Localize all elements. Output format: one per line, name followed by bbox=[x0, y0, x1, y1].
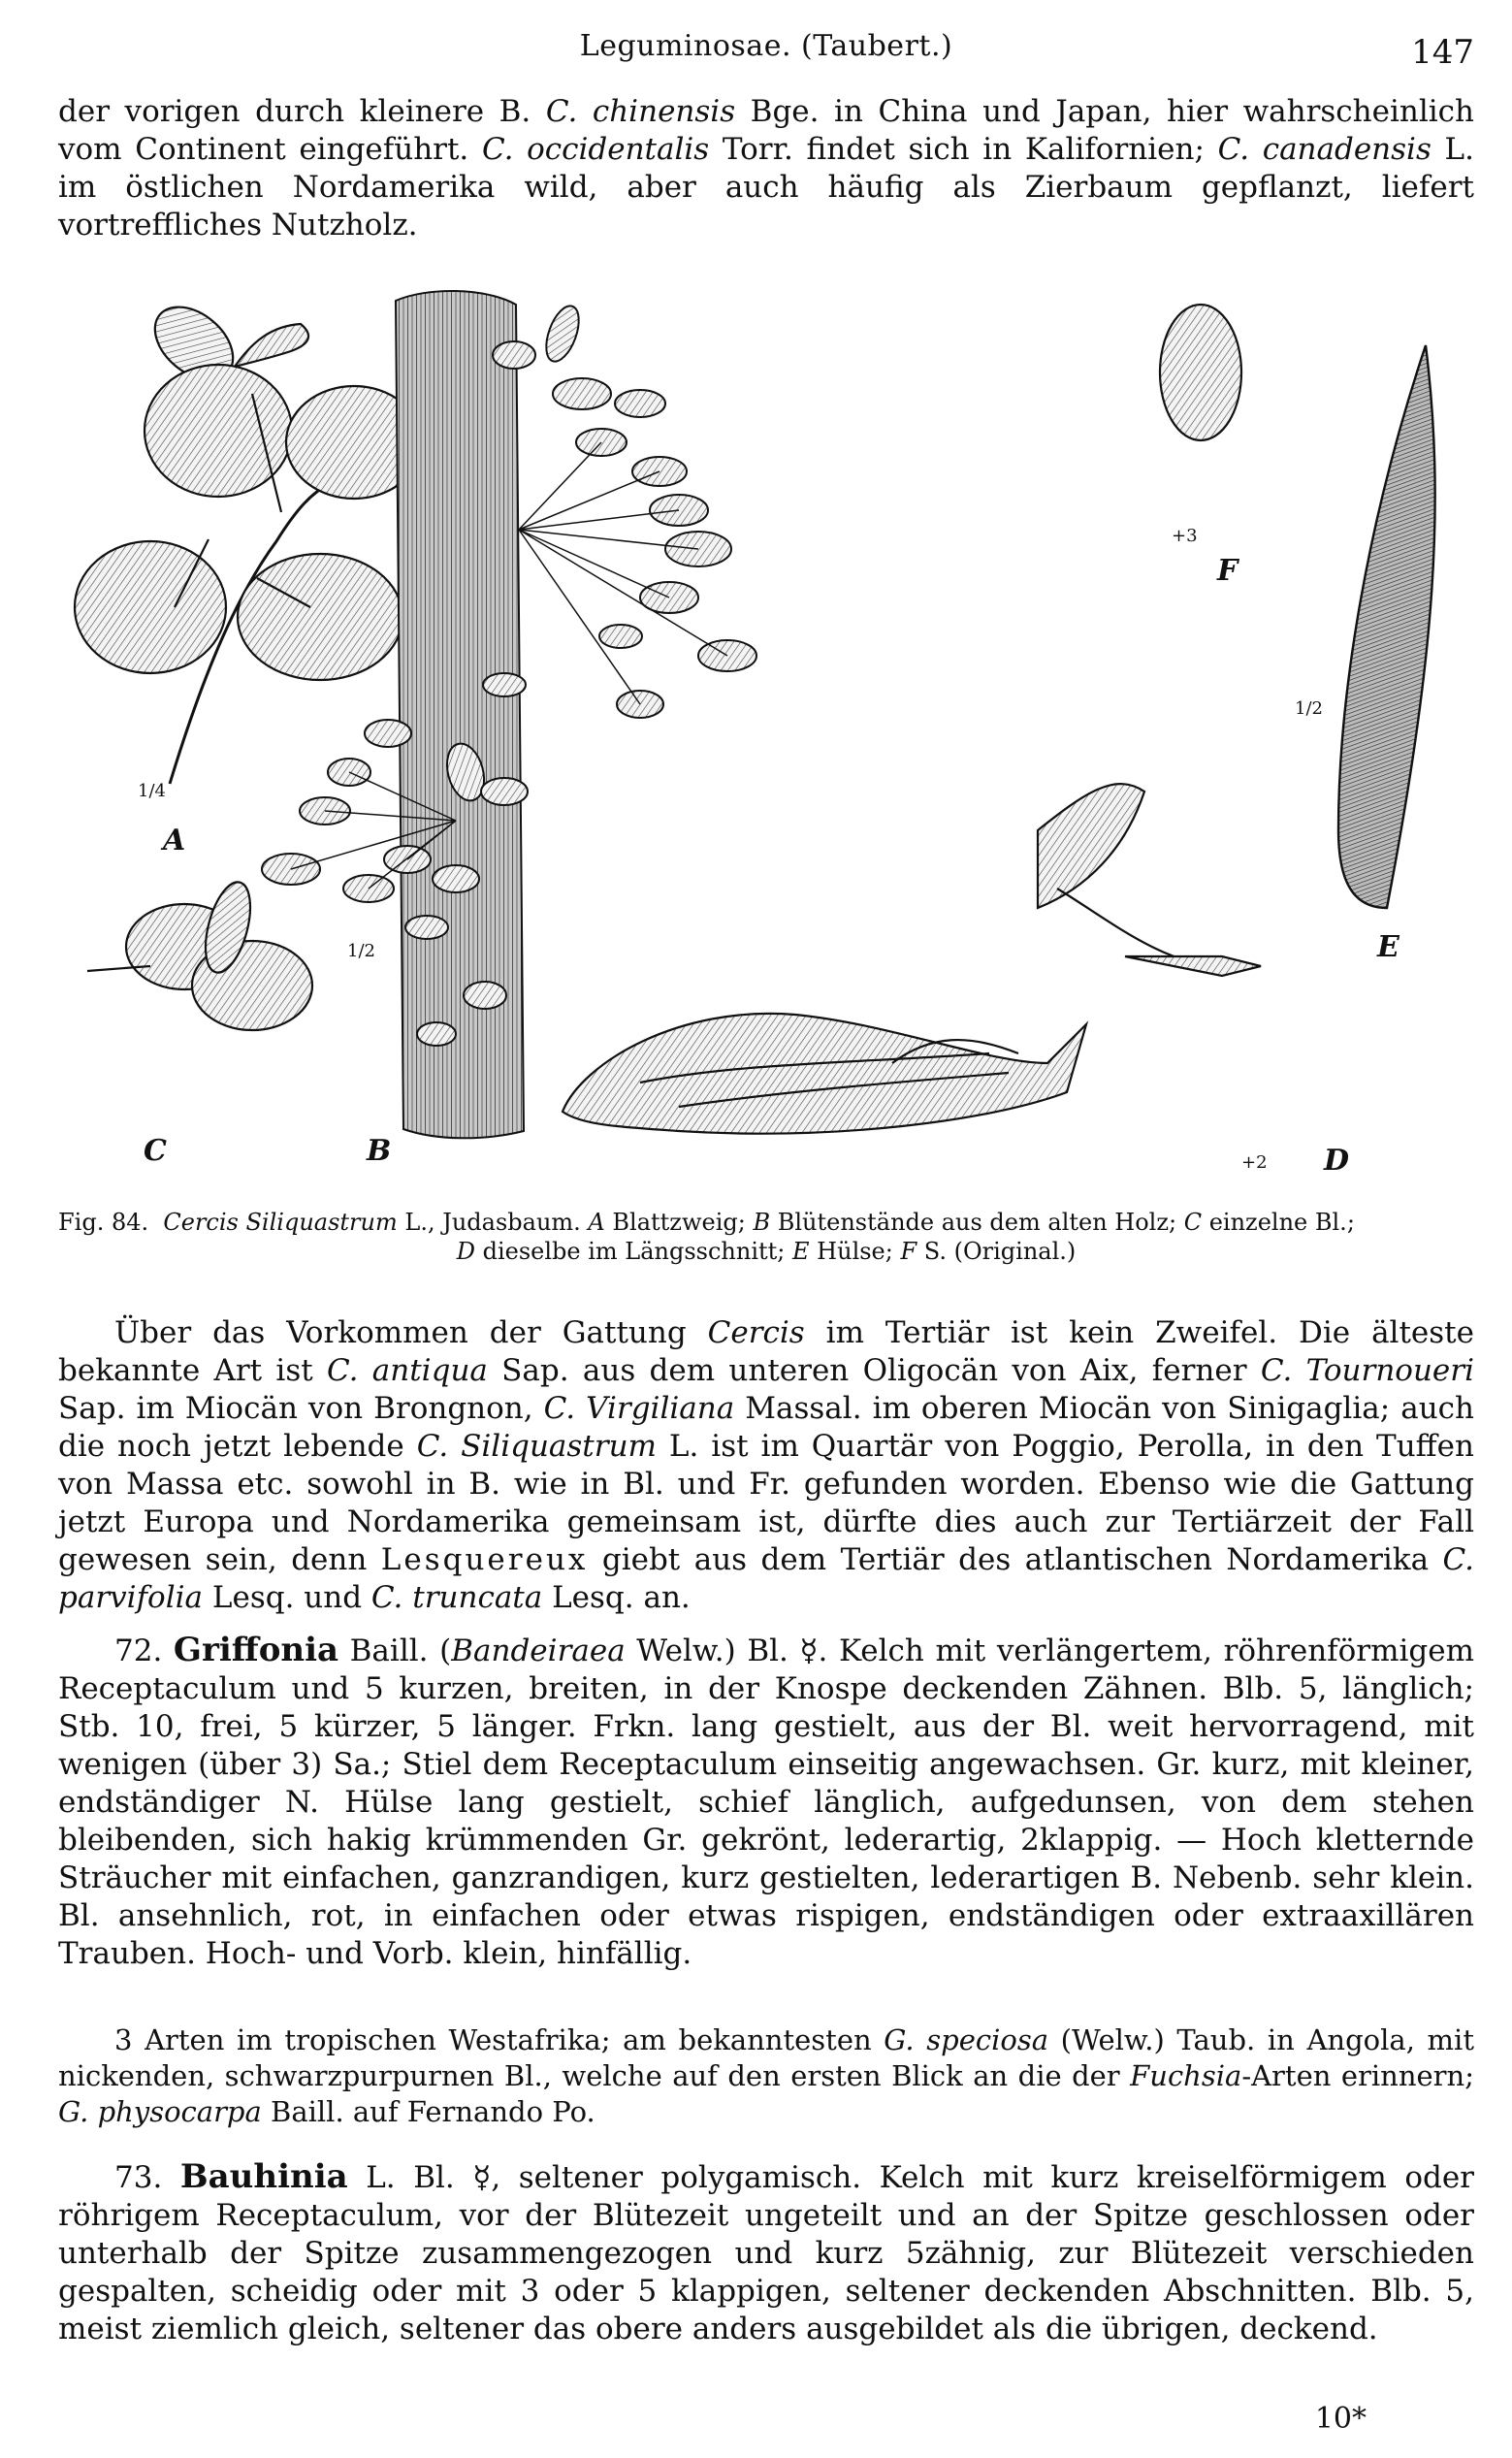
text-run: L. ist im Quartär von Poggio, Perolla, in den Tuffen von Massa etc. sowohl in B. wie in Bl. und Fr. gefunden worden. Ebenso wie die Gattung jetzt Europa und Nordamerika gemeinsam ist, dürfte dies auch zur Tertiärzeit der Fall gewesen sein, denn bbox=[58, 1429, 1474, 1577]
genus-heading: Griffonia bbox=[173, 1631, 339, 1669]
text-run: der vorigen durch kleinere B. bbox=[58, 94, 546, 129]
drawing-f-seed bbox=[1160, 305, 1241, 440]
text-run: Blütenstände aus dem alten Holz; bbox=[770, 1209, 1184, 1236]
tertiary-paragraph bbox=[58, 1314, 1474, 1617]
author-name: Lesquereux bbox=[380, 1542, 589, 1577]
species-name: C. parvifolia bbox=[58, 1542, 1474, 1615]
caption-letter: A bbox=[588, 1209, 605, 1236]
species-name: C. Siliquastrum bbox=[416, 1429, 657, 1464]
scale-d: +2 bbox=[1241, 1152, 1268, 1173]
text-run: -Arten erinnern; bbox=[1241, 2059, 1474, 2092]
label-e: E bbox=[1377, 930, 1399, 964]
label-b: B bbox=[367, 1134, 392, 1168]
text-run: Blattzweig; bbox=[604, 1209, 754, 1236]
text-run: (Welw.) Taub. in Angola, mit nickenden, schwarzpurpurnen Bl., welche auf den ersten Blick an die der bbox=[58, 2023, 1474, 2092]
species-name: C. antiqua bbox=[327, 1353, 488, 1388]
griffonia-species-paragraph bbox=[58, 2022, 1474, 2130]
text-run: Über das Vorkommen der Gattung bbox=[114, 1315, 708, 1350]
text-run: L. Bl. ☿, seltener polygamisch. Kelch mit kurz kreiselförmigem oder röhrigem Receptaculum, vor der Blütezeit ungeteilt und an der Spitze geschlossen oder unterhalb der Spitze zusammengezogen und kurz 5zähnig, zur Blütezeit verschieden gespalten, scheidig oder mit 3 oder 5 klappigen, seltener deckenden Abschnitten. Blb. 5, meist ziemlich gleich, seltener das obere anders ausgebildet als die übrigen, deckend. bbox=[58, 2160, 1474, 2346]
text-run: Hülse; bbox=[809, 1238, 901, 1265]
figure-caption bbox=[58, 1208, 1474, 1266]
caption-letter: B bbox=[753, 1209, 771, 1236]
caption-letter: F bbox=[900, 1238, 917, 1265]
griffonia-paragraph bbox=[58, 1632, 1474, 1973]
page-header bbox=[58, 25, 1474, 83]
drawing-e-pod bbox=[1338, 345, 1435, 908]
drawing-a-leaf-twig bbox=[75, 292, 422, 784]
genus-number: 72. bbox=[114, 1633, 174, 1668]
caption-letter: D bbox=[456, 1238, 475, 1265]
species-name: C. Tournoueri bbox=[1260, 1353, 1474, 1388]
genus-name: Fuchsia bbox=[1130, 2059, 1242, 2092]
species-name: C. Virgiliana bbox=[543, 1391, 735, 1426]
text-run: Lesq. und bbox=[203, 1580, 371, 1615]
genus-number: 73. bbox=[114, 2160, 180, 2195]
genus-heading: Bauhinia bbox=[179, 2157, 348, 2196]
bauhinia-paragraph bbox=[58, 2158, 1474, 2348]
text-run: Lesq. an. bbox=[542, 1580, 691, 1615]
genus-name: Cercis bbox=[707, 1315, 805, 1350]
page-number: 147 bbox=[1411, 33, 1474, 72]
species-name: C. canadensis bbox=[1217, 132, 1432, 167]
species-name: G. speciosa bbox=[884, 2023, 1049, 2056]
drawing-d-longitudinal-section bbox=[563, 784, 1261, 1133]
label-a: A bbox=[163, 824, 186, 857]
text-run: L. im östlichen Nordamerika wild, aber auch häufig als Zierbaum gepflanzt, liefert vortreffliches Nutzholz. bbox=[58, 132, 1474, 243]
scale-f: +3 bbox=[1172, 526, 1198, 546]
scale-b: 1/2 bbox=[347, 941, 375, 961]
drawing-c-single-flower bbox=[87, 877, 312, 1030]
text-run: dieselbe im Längsschnitt; bbox=[474, 1238, 793, 1265]
text-run: Torr. findet sich in Kalifornien; bbox=[709, 132, 1218, 167]
label-c: C bbox=[144, 1134, 167, 1168]
text-run: L., Judasbaum. bbox=[397, 1209, 589, 1236]
species-name: C. chinensis bbox=[545, 94, 736, 129]
text-run: im Tertiär ist kein Zweifel. Die älteste bekannte Art ist bbox=[58, 1315, 1474, 1388]
synonym-name: Bandeiraea bbox=[451, 1633, 626, 1668]
cercis-illustration bbox=[58, 287, 1474, 1199]
species-name: C. occidentalis bbox=[481, 132, 710, 167]
intro-paragraph bbox=[58, 93, 1474, 244]
text-run: einzelne Bl.; bbox=[1202, 1209, 1355, 1236]
caption-letter: C bbox=[1183, 1209, 1203, 1236]
text-run: Sap. im Miocän von Brongnon, bbox=[58, 1391, 544, 1426]
signature-mark: 10* bbox=[1314, 2402, 1367, 2436]
figure-84 bbox=[58, 287, 1474, 1199]
text-run: Baill. auf Fernando Po. bbox=[261, 2095, 595, 2128]
text-run: 3 Arten im tropischen Westafrika; am bekanntesten bbox=[114, 2023, 885, 2056]
caption-species: Cercis Siliquastrum bbox=[163, 1209, 398, 1236]
species-name: G. physocarpa bbox=[58, 2095, 262, 2128]
scale-a: 1/4 bbox=[138, 781, 166, 801]
caption-letter: E bbox=[792, 1238, 810, 1265]
caption-figure-number: Fig. 84. bbox=[58, 1209, 149, 1236]
running-head: Leguminosae. (Taubert.) bbox=[579, 29, 953, 63]
text-run: Sap. aus dem unteren Oligocän von Aix, ferner bbox=[487, 1353, 1261, 1388]
text-run: S. (Original.) bbox=[917, 1238, 1077, 1265]
text-run: Massal. im oberen Miocän von Sinigaglia; auch die noch jetzt lebende bbox=[58, 1391, 1474, 1464]
species-name: C. truncata bbox=[370, 1580, 543, 1615]
scale-e: 1/2 bbox=[1295, 698, 1323, 719]
text-run: giebt aus dem Tertiär des atlantischen Nordamerika bbox=[588, 1542, 1443, 1577]
label-f: F bbox=[1217, 554, 1239, 588]
text-run: Baill. ( bbox=[338, 1633, 452, 1668]
text-run: Bge. in China und Japan, hier wahrscheinlich vom Continent eingeführt. bbox=[58, 94, 1475, 167]
caption-line-2 bbox=[58, 1237, 1474, 1266]
text-run: Welw.) Bl. ☿. Kelch mit verlängertem, röhrenförmigem Receptaculum und 5 kurzen, breiten, in der Knospe deckenden Zähnen. Blb. 5, länglich; Stb. 10, frei, 5 kürzer, 5 länger. Frkn. lang gestielt, aus der Bl. weit hervorragend, mit wenigen (über 3) Sa.; Stiel dem Receptaculum einseitig angewachsen. Gr. kurz, mit kleiner, endständiger N. Hülse lang gestielt, schief länglich, aufgedunsen, von dem stehen bleibenden, sich hakig krümmenden Gr. gekrönt, lederartig, 2klappig. — Hoch kletternde Sträucher mit einfachen, ganzrandigen, kurz gestielten, lederartigen B. Nebenb. sehr klein. Bl. ansehnlich, rot, in einfachen oder etwas rispigen, endständigen oder extraaxillären Trauben. Hoch- und Vorb. klein, hinfällig. bbox=[58, 1633, 1475, 1971]
label-d: D bbox=[1324, 1144, 1350, 1178]
